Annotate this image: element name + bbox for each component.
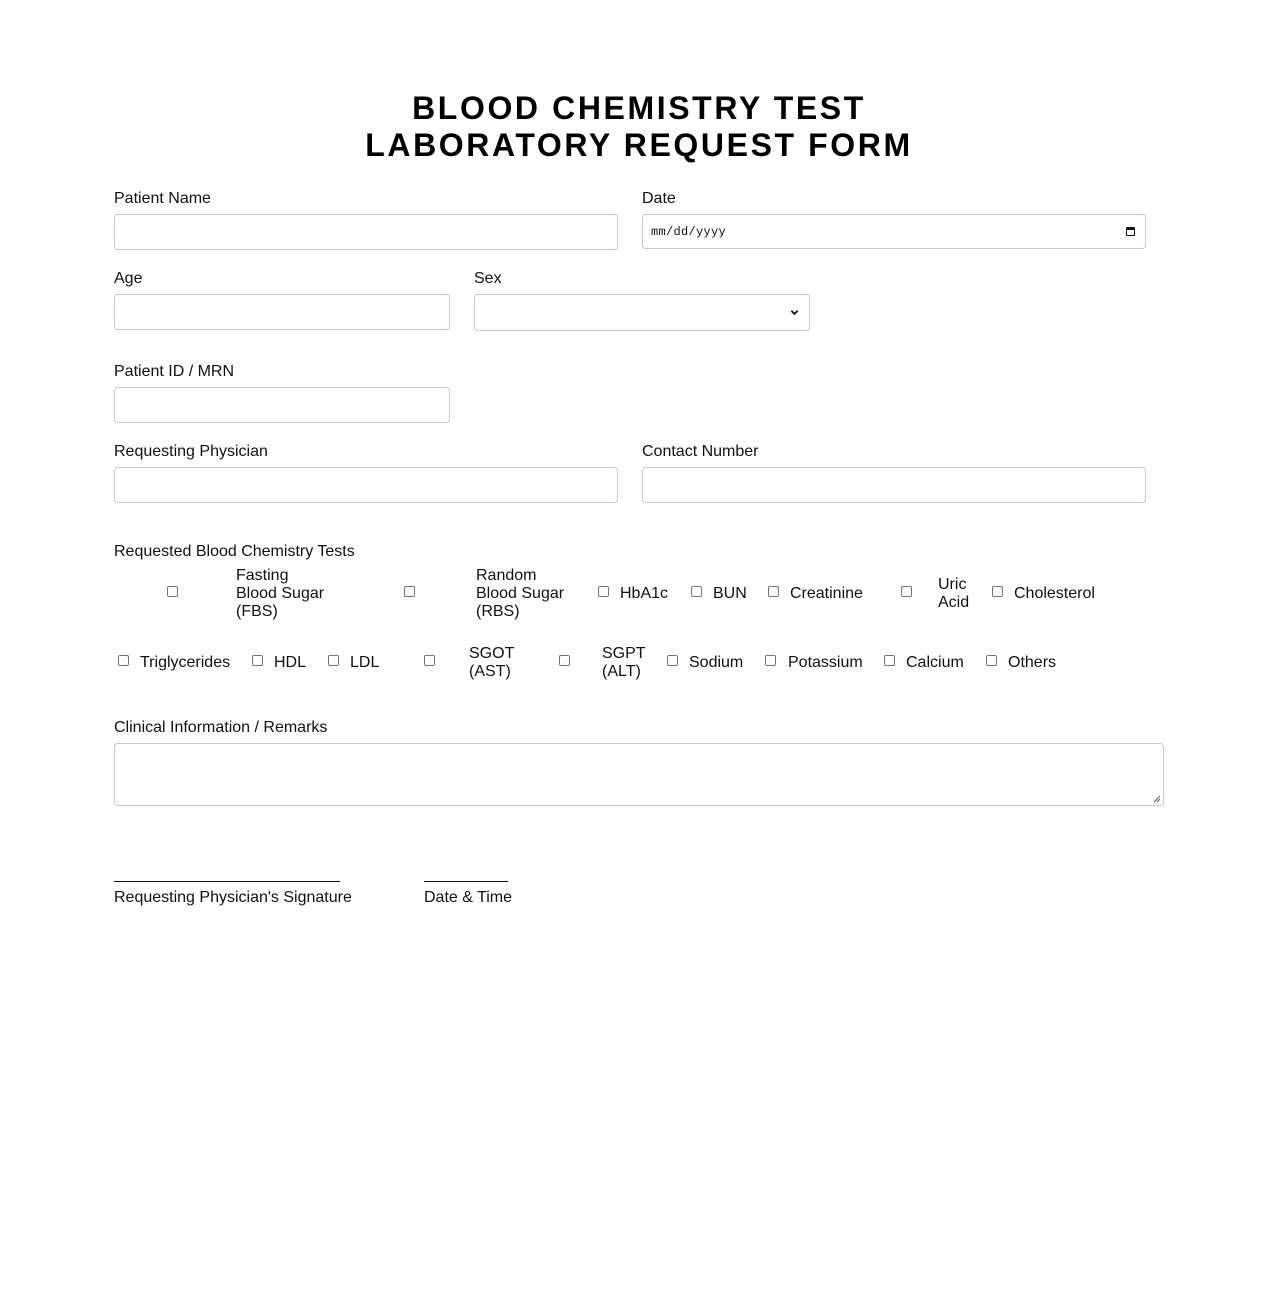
ldl-label: LDL	[350, 654, 380, 671]
chevron-down-icon	[790, 308, 799, 317]
date-label: Date	[642, 190, 676, 207]
fbs-label: Fasting Blood Sugar (FBS)	[236, 567, 325, 620]
age-label: Age	[114, 270, 143, 287]
cholesterol-label: Cholesterol	[1014, 585, 1095, 602]
sgpt-checkbox[interactable]	[559, 655, 570, 666]
fbs-checkbox[interactable]	[167, 586, 178, 597]
sgot-label: SGOT (AST)	[469, 645, 515, 680]
calcium-label: Calcium	[906, 654, 964, 671]
sex-select[interactable]	[474, 294, 810, 331]
form-title	[0, 90, 1278, 164]
remarks-textarea[interactable]	[114, 743, 1164, 806]
sodium-checkbox[interactable]	[667, 655, 678, 666]
contact-number-input[interactable]	[642, 467, 1146, 503]
cholesterol-checkbox[interactable]	[992, 586, 1003, 597]
title-line-2: LABORATORY REQUEST FORM	[365, 127, 913, 163]
uric-acid-label: Uric Acid	[938, 576, 970, 611]
title-line-1: BLOOD CHEMISTRY TEST	[412, 90, 866, 126]
patient-id-input[interactable]	[114, 387, 450, 423]
creatinine-checkbox[interactable]	[768, 586, 779, 597]
physician-signature-label: Requesting Physician's Signature	[114, 889, 352, 906]
requesting-physician-label: Requesting Physician	[114, 443, 268, 460]
age-input[interactable]	[114, 294, 450, 330]
date-time-line	[424, 881, 508, 882]
resize-handle-icon[interactable]	[1153, 795, 1161, 803]
calendar-icon[interactable]	[1126, 227, 1135, 236]
others-checkbox[interactable]	[986, 655, 997, 666]
creatinine-label: Creatinine	[790, 585, 863, 602]
sgpt-label: SGPT (ALT)	[602, 645, 646, 680]
rbs-checkbox[interactable]	[404, 586, 415, 597]
date-input[interactable]	[642, 214, 1146, 249]
requested-tests-label: Requested Blood Chemistry Tests	[114, 543, 355, 560]
bun-label: BUN	[713, 585, 747, 602]
triglycerides-label: Triglycerides	[140, 654, 231, 671]
hdl-label: HDL	[274, 654, 307, 671]
hdl-checkbox[interactable]	[252, 655, 263, 666]
potassium-checkbox[interactable]	[765, 655, 776, 666]
patient-name-label: Patient Name	[114, 190, 211, 207]
contact-number-label: Contact Number	[642, 443, 759, 460]
date-placeholder: mm/dd/yyyy	[651, 224, 727, 239]
patient-name-input[interactable]	[114, 214, 618, 250]
remarks-label: Clinical Information / Remarks	[114, 719, 328, 736]
bun-checkbox[interactable]	[691, 586, 702, 597]
sgot-checkbox[interactable]	[424, 655, 435, 666]
hba1c-checkbox[interactable]	[598, 586, 609, 597]
date-time-label: Date & Time	[424, 889, 513, 906]
calcium-checkbox[interactable]	[884, 655, 895, 666]
potassium-label: Potassium	[788, 654, 863, 671]
patient-id-label: Patient ID / MRN	[114, 363, 235, 380]
ldl-checkbox[interactable]	[328, 655, 339, 666]
requesting-physician-input[interactable]	[114, 467, 618, 503]
sex-label: Sex	[474, 270, 502, 287]
rbs-label: Random Blood Sugar (RBS)	[476, 567, 565, 620]
triglycerides-checkbox[interactable]	[118, 655, 129, 666]
physician-signature-line	[114, 881, 340, 882]
sodium-label: Sodium	[689, 654, 744, 671]
hba1c-label: HbA1c	[620, 585, 669, 602]
uric-acid-checkbox[interactable]	[901, 586, 912, 597]
others-label: Others	[1008, 654, 1057, 671]
